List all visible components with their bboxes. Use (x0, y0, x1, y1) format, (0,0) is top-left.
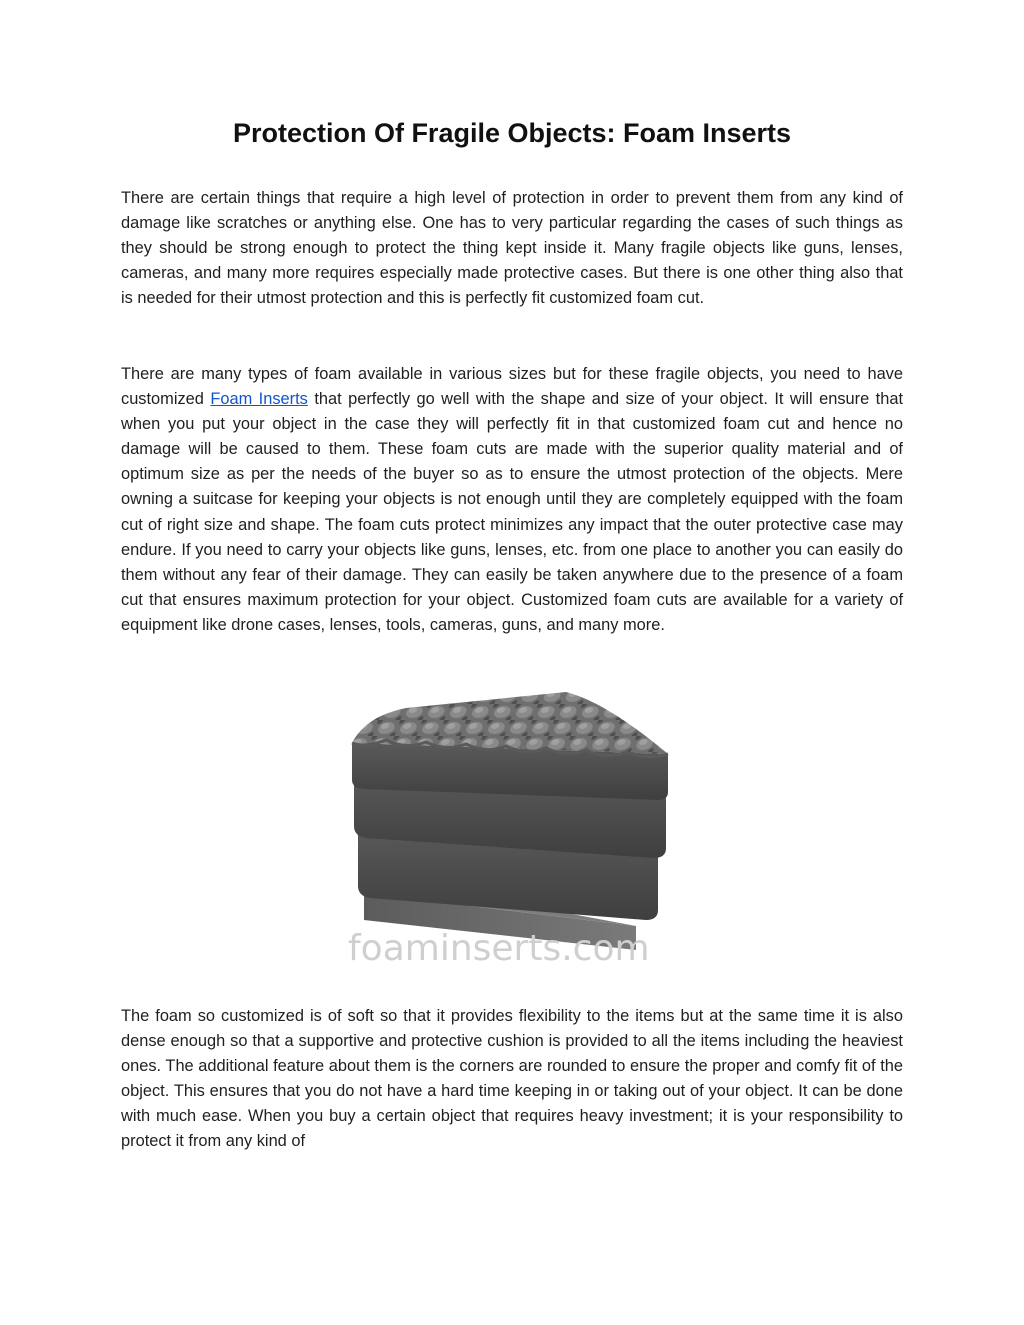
page-title: Protection Of Fragile Objects: Foam Inserts (232, 118, 792, 148)
paragraph-foam-types-text-after: that perfectly go well with the shape and size of your object. It will ensure that when you put your object in the case they will perfectly fit in that customized foam cut and hence no damage will be caused to them. These foam cuts are made with the superior quality material and of optimum size as per the needs of the buyer so as to ensure the utmost protection of the objects. Mere owning a suitcase for keeping your objects is not enough until they are completely equipped with the foam cut of right size and shape. The foam cuts protect minimizes any impact that the outer protective case may endure. If you need to carry your objects like guns, lenses, etc. from one place to another you can easily do them without any fear of their damage. They can easily be taken anywhere due to the presence of a foam cut that ensures maximum protection for your object. Customized foam cuts are available for a variety of equipment like drone cases, lenses, tools, cameras, guns, and many more. (121, 390, 903, 634)
paragraph-intro: There are certain things that require a high level of protection in order to prevent them from any kind of damage like scratches or anything else. One has to very particular regarding the cases of such things as they should be strong enough to protect the thing kept inside it. Many fragile objects like guns, lenses, cameras, and many more requires especially made protective cases. But there is one other thing also that is needed for their utmost protection and this is perfectly fit customized foam cut. (121, 189, 903, 308)
paragraph-foam-types (121, 362, 903, 638)
foam-stack-illustration (346, 688, 676, 973)
foam-layer-eggcrate-top (352, 692, 668, 800)
foam-inserts-link[interactable]: Foam Inserts (210, 390, 308, 409)
foam-inserts-image (346, 688, 676, 973)
paragraph-soft-foam: The foam so customized is of soft so that it provides flexibility to the items but at the same time it is also dense enough so that a supportive and protective cushion is provided to all the items including the heaviest ones. The additional feature about them is the corners are rounded to ensure the proper and comfy fit of the object. This ensures that you do not have a hard time keeping in or taking out of your object. It can be done with much ease. When you buy a certain object that requires heavy investment; it is your responsibility to protect it from any kind of (121, 1007, 903, 1151)
image-watermark: foaminserts.com (348, 928, 650, 969)
paragraph-foam-types-text-before: There are many types of foam available in various sizes but for these fragile objects, you need to have customized (121, 365, 903, 409)
